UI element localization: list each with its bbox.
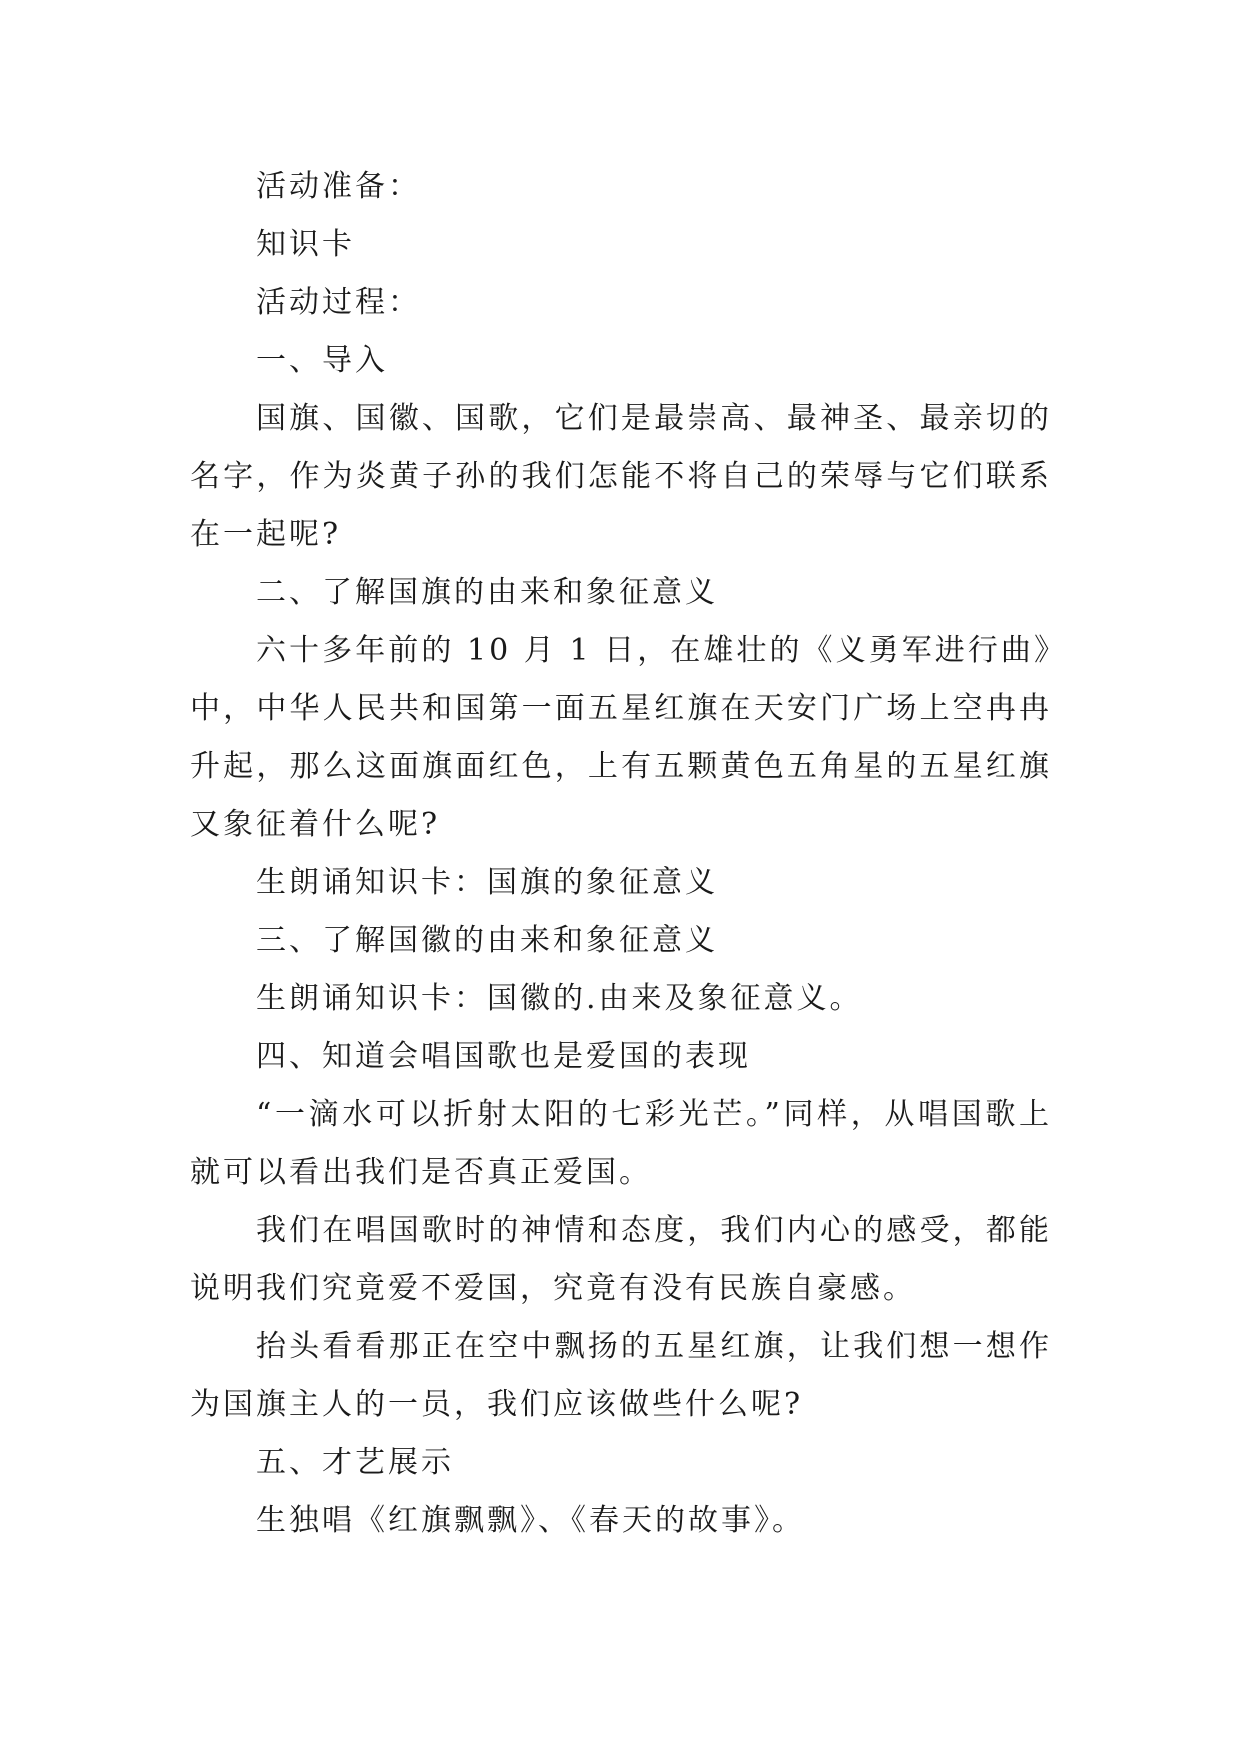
- paragraph-activity-preparation-heading: 活动准备：: [256, 169, 421, 204]
- section-heading-national-flag: 二、了解国旗的由来和象征意义: [256, 575, 718, 610]
- document-body: [190, 158, 1052, 1550]
- paragraph-anthem-quote: “一滴水可以折射太阳的七彩光芒。”同样，从唱国歌上就可以看出我们是否真正爱国。: [190, 1097, 1052, 1190]
- paragraph-talent-show: 生独唱《红旗飘飘》、《春天的故事》。: [256, 1503, 805, 1538]
- paragraph-flag-knowledge-card: 生朗诵知识卡：国旗的象征意义: [256, 865, 718, 900]
- section-heading-national-anthem: 四、知道会唱国歌也是爱国的表现: [256, 1039, 751, 1074]
- paragraph-knowledge-card: 知识卡: [256, 227, 355, 262]
- paragraph-activity-process-heading: 活动过程：: [256, 285, 421, 320]
- section-heading-national-emblem: 三、了解国徽的由来和象征意义: [256, 923, 718, 958]
- paragraph-emblem-knowledge-card: 生朗诵知识卡：国徽的.由来及象征意义。: [256, 981, 863, 1016]
- paragraph-flag-reflection: 抬头看看那正在空中飘扬的五星红旗，让我们想一想作为国旗主人的一员，我们应该做些什么呢?: [190, 1329, 1052, 1422]
- paragraph-national-flag: 六十多年前的 10 月 1 日，在雄壮的《义勇军进行曲》中，中华人民共和国第一面五星红旗在天安门广场上空冉冉升起，那么这面旗面红色，上有五颗黄色五角星的五星红旗又象征着什么呢?: [190, 633, 1052, 842]
- section-heading-introduction: 一、导入: [256, 343, 388, 378]
- section-heading-talent-show: 五、才艺展示: [256, 1445, 454, 1480]
- paragraph-introduction: 国旗、国徽、国歌，它们是最崇高、最神圣、最亲切的名字，作为炎黄子孙的我们怎能不将自己的荣辱与它们联系在一起呢?: [190, 401, 1052, 552]
- paragraph-anthem-attitude: 我们在唱国歌时的神情和态度，我们内心的感受，都能说明我们究竟爱不爱国，究竟有没有民族自豪感。: [190, 1213, 1052, 1306]
